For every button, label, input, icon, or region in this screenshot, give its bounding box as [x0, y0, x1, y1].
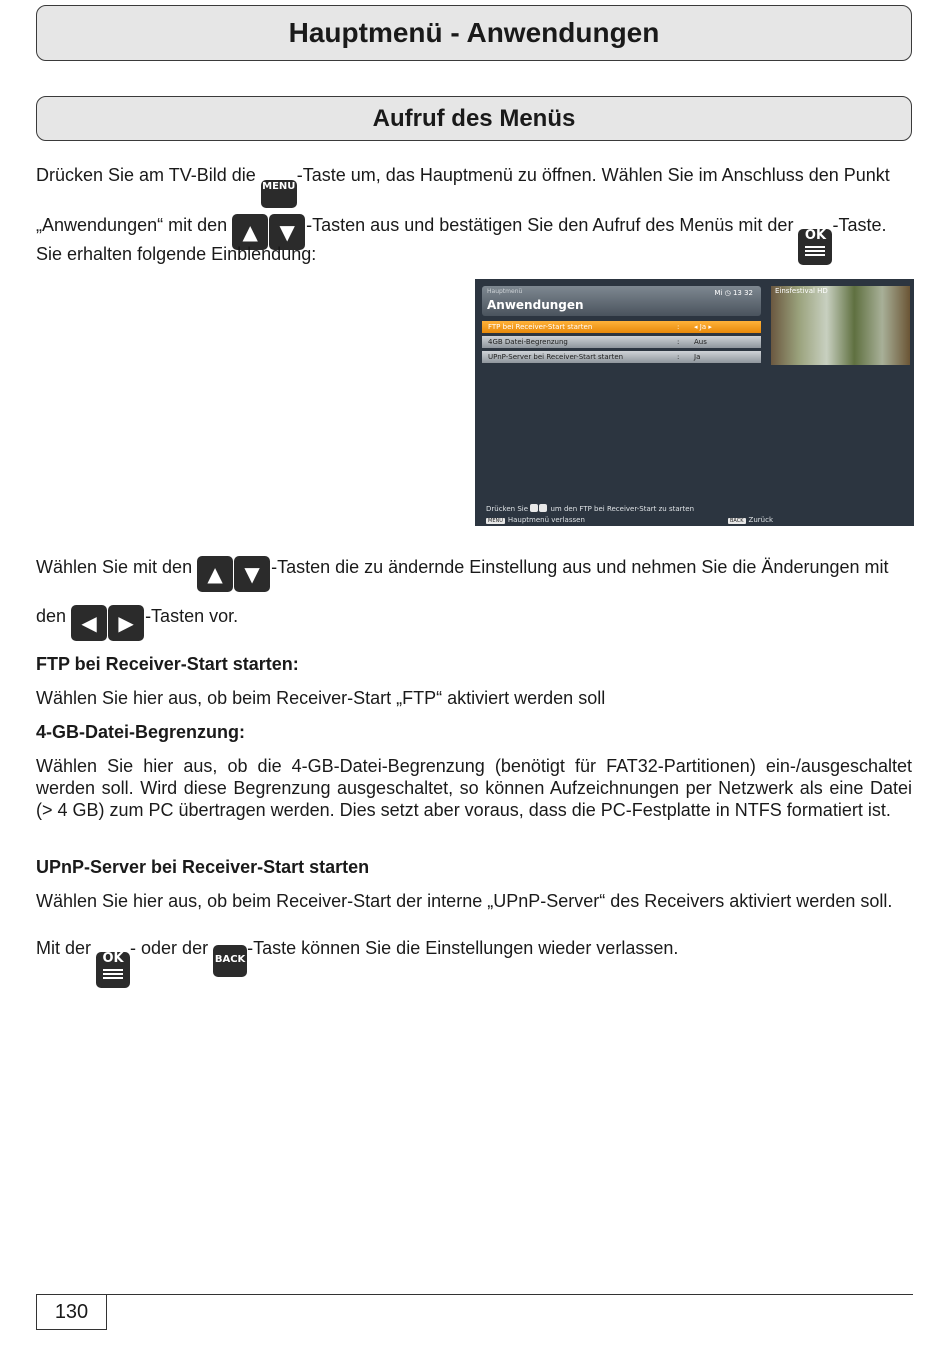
select-text-b2: -Tasten vor.: [145, 606, 239, 626]
intro-text-b3: -Taste.: [832, 215, 887, 235]
screen-header: [482, 286, 761, 316]
back-hint-label: Zurück: [748, 516, 773, 524]
ok-key-label: OK: [102, 951, 124, 966]
up-arrow-key-icon: [197, 556, 233, 592]
section-title-text: Aufruf des Menüs: [372, 104, 576, 132]
screen-hint: [486, 504, 694, 513]
down-key-glyph: ▼: [279, 220, 295, 244]
menu-key-icon: [261, 180, 297, 208]
menu-screenshot: [475, 279, 914, 526]
back-key-label: BACK: [214, 954, 246, 965]
screen-menu-hint: [486, 516, 585, 524]
upnp-heading: UPnP-Server bei Receiver-Start starten: [36, 857, 370, 877]
row-colon: :: [677, 338, 680, 346]
right-key-glyph: ▶: [118, 611, 134, 635]
ftp-heading: FTP bei Receiver-Start starten:: [36, 654, 299, 674]
screen-title: Anwendungen: [487, 298, 584, 312]
intro-text-a1: Drücken Sie am TV-Bild die: [36, 165, 256, 185]
exit-text-a: Mit der: [36, 938, 92, 958]
screen-back-hint: [728, 516, 773, 524]
menu-hint-label: Hauptmenü verlassen: [507, 516, 585, 524]
row-label: FTP bei Receiver-Start starten: [488, 323, 593, 331]
intro-line-1: [36, 164, 912, 208]
menu-key-icon: MENU: [488, 518, 503, 524]
preview-channel: Einsfestival HD: [775, 287, 828, 295]
ok-key-icon: [96, 952, 130, 988]
row-colon: :: [677, 323, 680, 331]
up-key-glyph: ▲: [242, 220, 258, 244]
upnp-text: Wählen Sie hier aus, ob beim Receiver-Start der interne „UPnP-Server“ des Receivers aktiviert werden soll.: [36, 891, 893, 911]
row-value-text: Ja: [699, 323, 707, 331]
right-arrow-key-icon: [108, 605, 144, 641]
page-title: [36, 5, 912, 61]
section-title: [36, 96, 912, 141]
row-label: 4GB Datei-Begrenzung: [488, 338, 568, 346]
back-key-icon: BACK: [730, 518, 744, 524]
select-line-2: [36, 605, 912, 641]
left-key-icon: [530, 504, 538, 512]
ok-key-label: OK: [804, 228, 827, 243]
screen-breadcrumb: Hauptmenü: [487, 288, 523, 295]
screen-row-4gb[interactable]: [482, 336, 761, 348]
screen-row-upnp[interactable]: [482, 351, 761, 363]
screen-row-ftp[interactable]: [482, 321, 761, 333]
intro-text-b1: „Anwendungen“ mit den: [36, 215, 228, 235]
screen-time: 13 32: [732, 289, 753, 297]
intro-line-3: Sie erhalten folgende Einblendung:: [36, 244, 317, 264]
gb-heading: 4-GB-Datei-Begrenzung:: [36, 722, 246, 742]
select-text-a1: Wählen Sie mit den: [36, 557, 193, 577]
select-text-a2: -Tasten die zu ändernde Einstellung aus und nehmen Sie die Änderungen mit: [271, 557, 889, 577]
row-value: Ja: [694, 353, 701, 361]
row-label: UPnP-Server bei Receiver-Start starten: [488, 353, 624, 361]
select-line-1: [36, 556, 912, 592]
left-arrow-icon: ◂: [694, 323, 698, 331]
row-value: [694, 321, 712, 333]
left-key-glyph: ◀: [81, 611, 97, 635]
ftp-text: Wählen Sie hier aus, ob beim Receiver-Start „FTP“ aktiviert werden soll: [36, 688, 606, 708]
down-key-glyph: ▼: [244, 562, 260, 586]
right-arrow-icon: ▸: [708, 323, 712, 331]
hint-text-a: Drücken Sie: [486, 505, 529, 513]
up-key-glyph: ▲: [207, 562, 223, 586]
tv-preview-image: [771, 286, 910, 365]
right-key-icon: [539, 504, 547, 512]
exit-line: [36, 937, 912, 988]
back-key-icon: [213, 945, 247, 977]
page-number: [36, 1294, 107, 1330]
exit-text-b: - oder der: [130, 938, 209, 958]
clock-icon: ◷: [724, 289, 731, 297]
row-colon: :: [677, 353, 680, 361]
page-number-text: 130: [54, 1300, 89, 1323]
gb-text: Wählen Sie hier aus, ob die 4-GB-Datei-Begrenzung (benötigt für FAT32-Partitionen) ein-/ausgeschaltet werden soll. Wird diese Begrenzung ausgeschaltet, so können Aufzeichnungen per Netzwerk als eine Datei (> 4 GB) zum PC übertragen werden. Dies setzt aber voraus, dass die PC-Festplatte in NTFS formatiert ist.: [36, 756, 912, 820]
exit-text-c: -Taste können Sie die Einstellungen wieder verlassen.: [247, 938, 679, 958]
intro-text-b2: -Tasten aus und bestätigen Sie den Aufruf des Menüs mit der: [306, 215, 794, 235]
row-value: Aus: [694, 338, 707, 346]
screen-clock: [714, 289, 753, 297]
hint-text-b: um den FTP bei Receiver-Start zu starten: [550, 505, 695, 513]
screen-day: Mi: [714, 289, 723, 297]
intro-text-a2: -Taste um, das Hauptmenü zu öffnen. Wählen Sie im Anschluss den Punkt: [296, 165, 890, 185]
page-title-text: Hauptmenü - Anwendungen: [288, 17, 660, 48]
left-arrow-key-icon: [71, 605, 107, 641]
menu-key-label: MENU: [262, 181, 296, 192]
select-text-b1: den: [36, 606, 67, 626]
footer-divider: [36, 1294, 913, 1295]
down-arrow-key-icon: [234, 556, 270, 592]
